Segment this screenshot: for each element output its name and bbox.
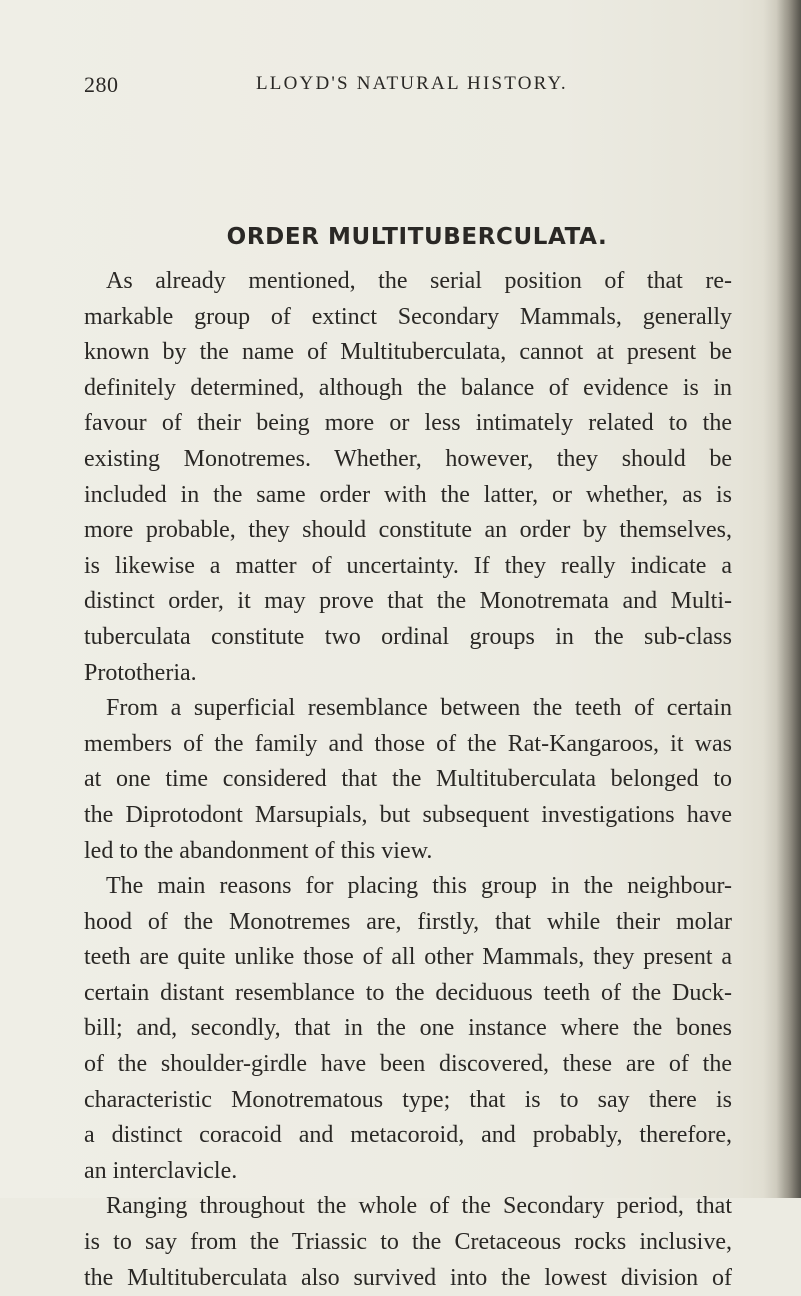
running-title: LLOYD'S NATURAL HISTORY.: [256, 73, 568, 94]
text-line: definitely determined, although the balance of evidence is in: [84, 374, 732, 401]
page-number: 280: [84, 72, 119, 97]
text-line: a distinct coracoid and metacoroid, and probably, therefore,: [84, 1122, 732, 1149]
text-line: at one time considered that the Multituberculata belonged to: [84, 766, 732, 793]
text-line: certain distant resemblance to the deciduous teeth of the Duck-: [84, 979, 732, 1006]
text-line: hood of the Monotremes are, firstly, that while their molar: [84, 908, 732, 935]
text-line: is likewise a matter of uncertainty. If they really indicate a: [84, 552, 732, 579]
text-line: known by the name of Multituberculata, cannot at present be: [84, 339, 732, 366]
text-line: The main reasons for placing this group in the neighbour-: [106, 873, 732, 900]
text-line: bill; and, secondly, that in the one instance where the bones: [84, 1015, 732, 1042]
text-line: markable group of extinct Secondary Mammals, generally: [84, 303, 732, 330]
text-line: is to say from the Triassic to the Cretaceous rocks inclusive,: [84, 1229, 732, 1256]
text-line: existing Monotremes. Whether, however, they should be: [84, 445, 732, 472]
text-line: an interclavicle.: [84, 1157, 238, 1184]
running-head: [84, 72, 734, 102]
text-line: of the shoulder-girdle have been discovered, these are of the: [84, 1051, 732, 1078]
text-line: included in the same order with the latter, or whether, as is: [84, 481, 732, 508]
section-title: ORDER MULTITUBERCULATA.: [226, 224, 608, 250]
text-line: distinct order, it may prove that the Monotremata and Multi-: [84, 588, 732, 615]
text-line: members of the family and those of the Rat-Kangaroos, it was: [84, 730, 732, 757]
text-line: more probable, they should constitute an order by themselves,: [84, 517, 732, 544]
body-text: [84, 264, 732, 1296]
text-line: favour of their being more or less intimately related to the: [84, 410, 732, 437]
text-line: characteristic Monotrematous type; that is to say there is: [84, 1086, 732, 1113]
text-line: Ranging throughout the whole of the Secondary period, that: [106, 1193, 732, 1220]
text-line: the Multituberculata also survived into the lowest division of: [84, 1264, 732, 1291]
text-line: From a superficial resemblance between the teeth of certain: [106, 695, 732, 722]
text-line: led to the abandonment of this view.: [84, 837, 433, 864]
text-line: the Diprotodont Marsupials, but subsequent investigations have: [84, 801, 732, 828]
text-line: teeth are quite unlike those of all other Mammals, they present a: [84, 944, 732, 971]
text-line: Prototheria.: [84, 659, 197, 686]
page-gutter-shadow: [763, 0, 801, 1198]
text-line: tuberculata constitute two ordinal groups in the sub-class: [84, 623, 732, 650]
text-line: As already mentioned, the serial position of that re-: [106, 268, 732, 294]
